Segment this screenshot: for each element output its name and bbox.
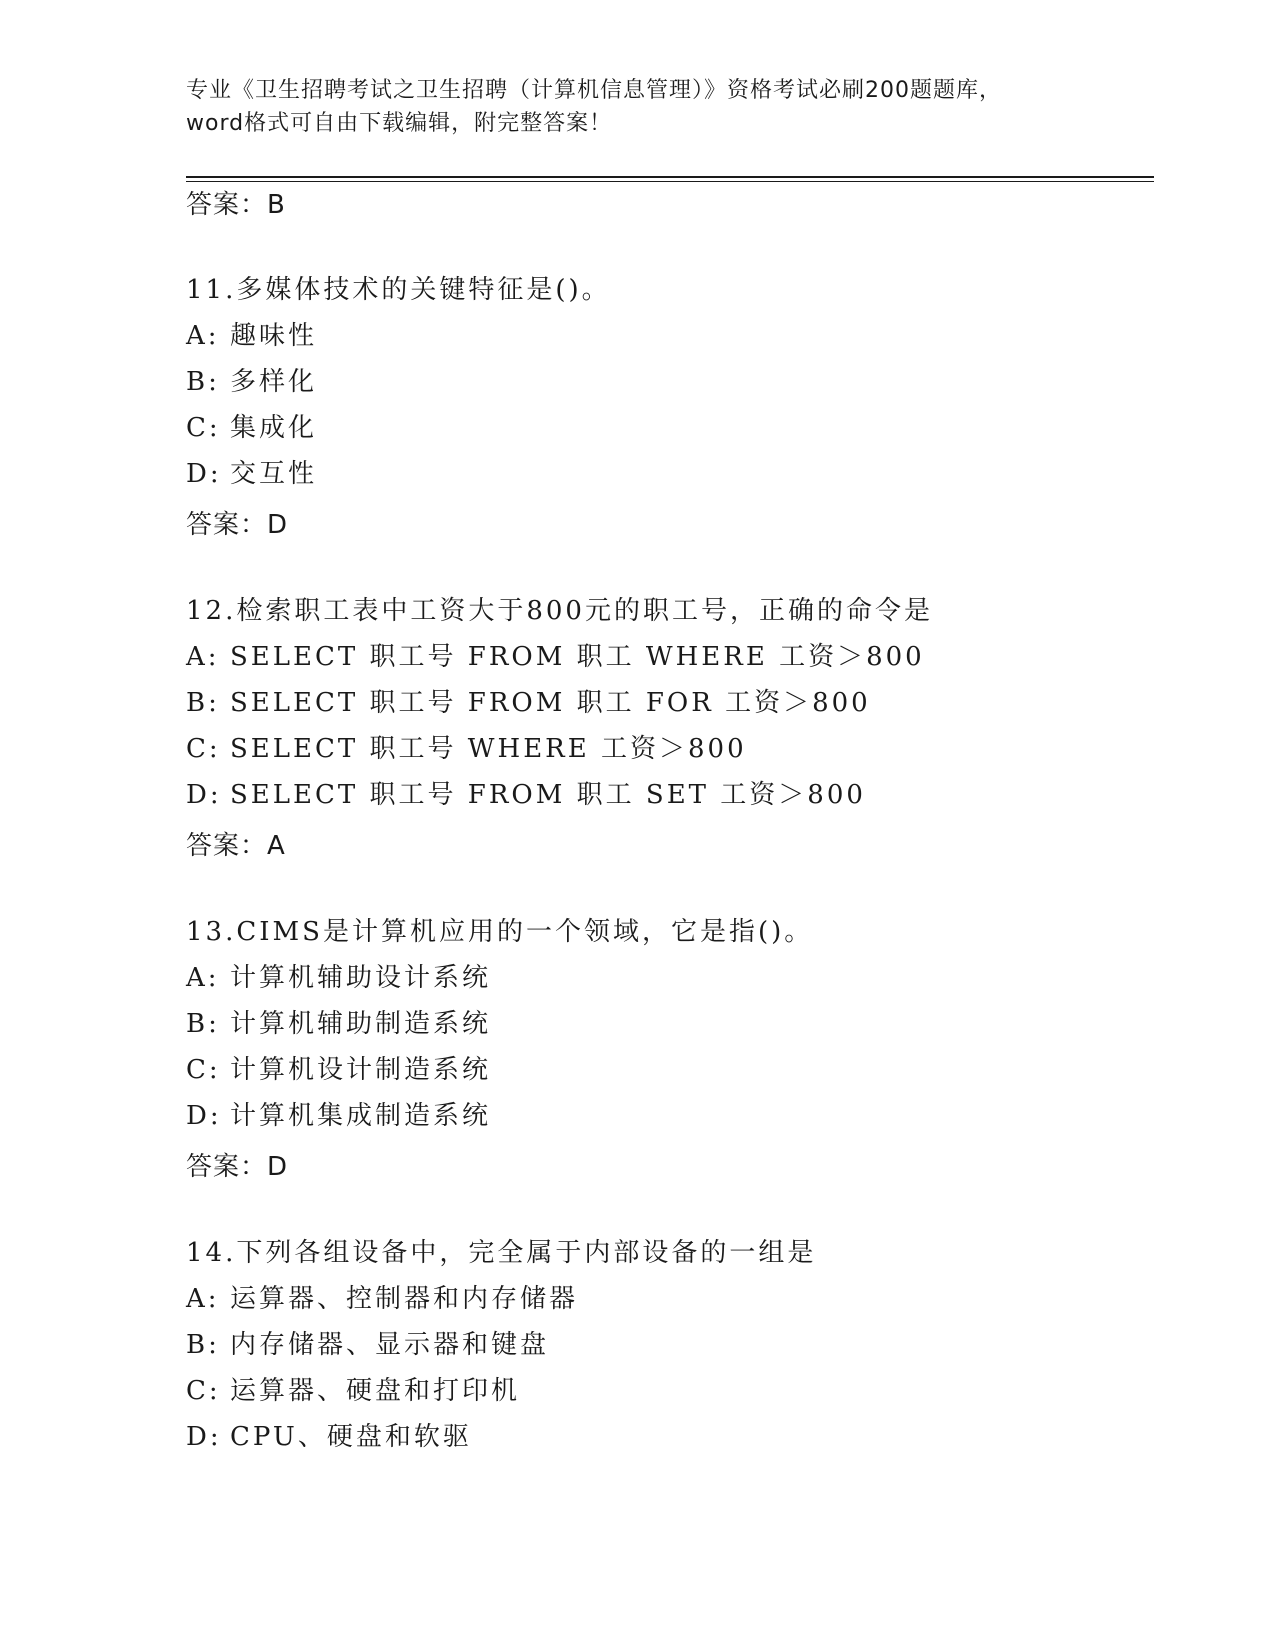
- option-c: [186, 1368, 816, 1414]
- option-text: 内存储器、显示器和键盘: [230, 1330, 550, 1360]
- answer-label: 答案：: [186, 1152, 268, 1182]
- option-letter: A:: [186, 642, 220, 672]
- option-text: 集成化: [230, 413, 318, 443]
- option-text: SELECT 职工号 FROM 职工 SET 工资＞800: [230, 780, 866, 810]
- option-letter: D:: [186, 780, 222, 810]
- option-a: [186, 955, 813, 1001]
- answer-line: [186, 508, 288, 542]
- option-letter: D:: [186, 1101, 222, 1131]
- question-11: [186, 267, 611, 497]
- question-stem: 12.检索职工表中工资大于800元的职工号，正确的命令是: [186, 596, 933, 626]
- option-letter: A:: [186, 321, 220, 351]
- option-b: [186, 359, 611, 405]
- answer-line: [186, 1150, 288, 1184]
- option-text: SELECT 职工号 WHERE 工资＞800: [230, 734, 747, 764]
- question-stem: 13.CIMS是计算机应用的一个领域，它是指()。: [186, 917, 814, 947]
- option-letter: D:: [186, 1422, 222, 1452]
- answer-value: A: [267, 831, 286, 861]
- option-letter: A:: [186, 963, 220, 993]
- option-text: 趣味性: [230, 321, 318, 351]
- answer-line: [186, 829, 286, 863]
- option-text: 计算机集成制造系统: [230, 1101, 492, 1131]
- option-c: [186, 726, 933, 772]
- option-d: [186, 1414, 816, 1460]
- option-letter: B:: [186, 1009, 220, 1039]
- answer-label: 答案：: [186, 831, 268, 861]
- option-c: [186, 1047, 813, 1093]
- option-letter: B:: [186, 688, 220, 718]
- option-text: 运算器、控制器和内存储器: [230, 1284, 579, 1314]
- option-b: [186, 1322, 816, 1368]
- answer-line: [186, 188, 286, 222]
- option-letter: A:: [186, 1284, 220, 1314]
- option-text: SELECT 职工号 FROM 职工 FOR 工资＞800: [230, 688, 871, 718]
- option-d: [186, 451, 611, 497]
- option-d: [186, 772, 933, 818]
- answer-value: D: [267, 1152, 289, 1182]
- option-text: 计算机设计制造系统: [230, 1055, 492, 1085]
- question-13: [186, 909, 813, 1139]
- option-letter: C:: [186, 1376, 221, 1406]
- option-letter: B:: [186, 367, 220, 397]
- header-line-1: 专业《卫生招聘考试之卫生招聘（计算机信息管理）》资格考试必刷200题题库，: [186, 78, 1002, 103]
- question-12: [186, 588, 933, 818]
- option-b: [186, 680, 933, 726]
- option-c: [186, 405, 611, 451]
- option-a: [186, 1276, 816, 1322]
- option-letter: D:: [186, 459, 222, 489]
- option-text: 计算机辅助设计系统: [230, 963, 492, 993]
- option-a: [186, 313, 611, 359]
- option-text: 运算器、硬盘和打印机: [230, 1376, 521, 1406]
- option-letter: C:: [186, 734, 221, 764]
- option-text: 多样化: [230, 367, 318, 397]
- option-a: [186, 634, 933, 680]
- header-divider-thick: [186, 176, 1154, 178]
- option-text: SELECT 职工号 FROM 职工 WHERE 工资＞800: [230, 642, 925, 672]
- option-d: [186, 1093, 813, 1139]
- option-letter: C:: [186, 413, 221, 443]
- header-line-2: word格式可自由下载编辑，附完整答案！: [186, 111, 613, 136]
- question-stem: 14.下列各组设备中，完全属于内部设备的一组是: [186, 1238, 817, 1268]
- option-text: 计算机辅助制造系统: [230, 1009, 492, 1039]
- header-divider-thin: [186, 181, 1154, 182]
- answer-value: D: [267, 510, 289, 540]
- document-header: [186, 74, 1086, 140]
- option-letter: C:: [186, 1055, 221, 1085]
- question-14: [186, 1230, 816, 1460]
- option-b: [186, 1001, 813, 1047]
- option-text: 交互性: [230, 459, 318, 489]
- question-stem: 11.多媒体技术的关键特征是()。: [186, 275, 611, 305]
- option-letter: B:: [186, 1330, 220, 1360]
- answer-label: 答案：: [186, 510, 268, 540]
- option-text: CPU、硬盘和软驱: [230, 1422, 472, 1452]
- answer-label: 答案：: [186, 190, 268, 220]
- answer-value: B: [267, 190, 286, 220]
